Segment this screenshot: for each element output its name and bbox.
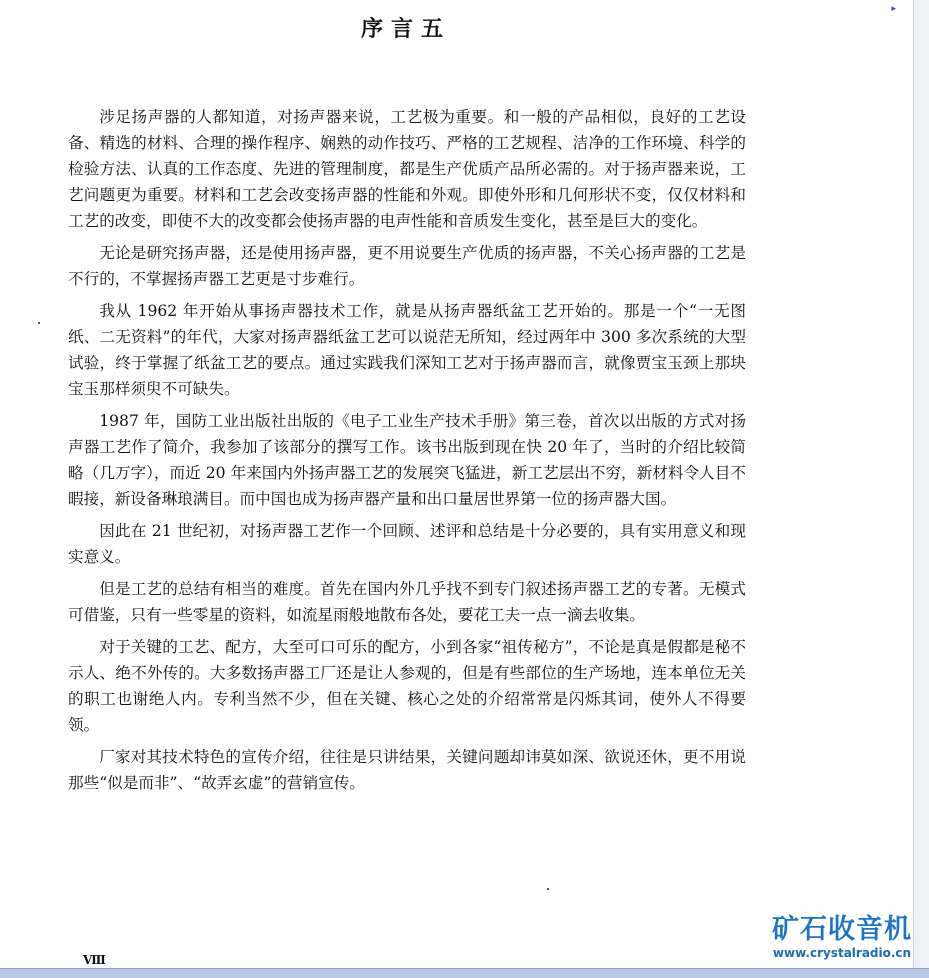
page-title: 序言五 (360, 17, 451, 42)
watermark-url: www.crystalradio.cn (772, 946, 912, 960)
site-watermark (758, 914, 926, 960)
paragraph-3: 我从 1962 年开始从事扬声器技术工作，就是从扬声器纸盆工艺开始的。那是一个“一无图纸、二无资料”的年代，大家对扬声器纸盆工艺可以说茫无所知，经过两年中 300 多次系统的大型试验，终于掌握了纸盆工艺的要点。通过实践我们深知工艺对于扬声器而言，就像贾宝玉颈上那块宝玉那样须臾不可缺失。 (68, 302, 746, 398)
paragraph-5: 因此在 21 世纪初，对扬声器工艺作一个回顾、述评和总结是十分必要的，具有实用意义和现实意义。 (68, 522, 746, 566)
vertical-scrollbar[interactable] (913, 0, 929, 968)
paragraph-4: 1987 年，国防工业出版社出版的《电子工业生产技术手册》第三卷，首次以出版的方式对扬声器工艺作了简介，我参加了该部分的撰写工作。该书出版到现在快 20 年了，当时的介绍比较简略（几万字），而近 20 年来国内外扬声器工艺的发展突飞猛进，新工艺层出不穷，新材料令人目不暇接，新设备琳琅满目。而中国也成为扬声器产量和出口量居世界第一位的扬声器大国。 (68, 412, 746, 508)
paragraph-2: 无论是研究扬声器，还是使用扬声器，更不用说要生产优质的扬声器，不关心扬声器的工艺是不行的，不掌握扬声器工艺更是寸步难行。 (68, 244, 746, 288)
paragraph-8: 厂家对其技术特色的宣传介绍，往往是只讲结果，关键问题却讳莫如深、欲说还休，更不用说那些“似是而非”、“故弄玄虚”的营销宣传。 (68, 748, 746, 792)
paragraph-1: 涉足扬声器的人都知道，对扬声器来说，工艺极为重要。和一般的产品相似，良好的工艺设备、精选的材料、合理的操作程序、娴熟的动作技巧、严格的工艺规程、洁净的工作环境、科学的检验方法、认真的工作态度、先进的管理制度，都是生产优质产品所必需的。对于扬声器来说，工艺问题更为重要。材料和工艺会改变扬声器的性能和外观。即使外形和几何形状不变，仅仅材料和工艺的改变，即使不大的改变都会使扬声器的电声性能和音质发生变化，甚至是巨大的变化。 (68, 108, 746, 230)
paragraph-7: 对于关键的工艺、配方，大至可口可乐的配方，小到各家“祖传秘方”，不论是真是假都是秘不示人、绝不外传的。大多数扬声器工厂还是让人参观的，但是有些部位的生产场地，连本单位无关的职工也谢绝人内。专利当然不少，但在关键、核心之处的介绍常常是闪烁其词，使外人不得要领。 (68, 638, 746, 734)
scan-speck (547, 888, 549, 890)
preface-body (68, 104, 746, 802)
scan-speck (38, 322, 40, 324)
paragraph-6: 但是工艺的总结有相当的难度。首先在国内外几乎找不到专门叙述扬声器工艺的专著。无模式可借鉴，只有一些零星的资料，如流星雨般地散布各处，要花工夫一点一滴去收集。 (68, 580, 746, 624)
page-number: Ⅷ (83, 953, 106, 967)
corner-arrow-icon: ▸ (891, 4, 896, 14)
watermark-logo-text: 矿石收音机 (772, 914, 912, 945)
